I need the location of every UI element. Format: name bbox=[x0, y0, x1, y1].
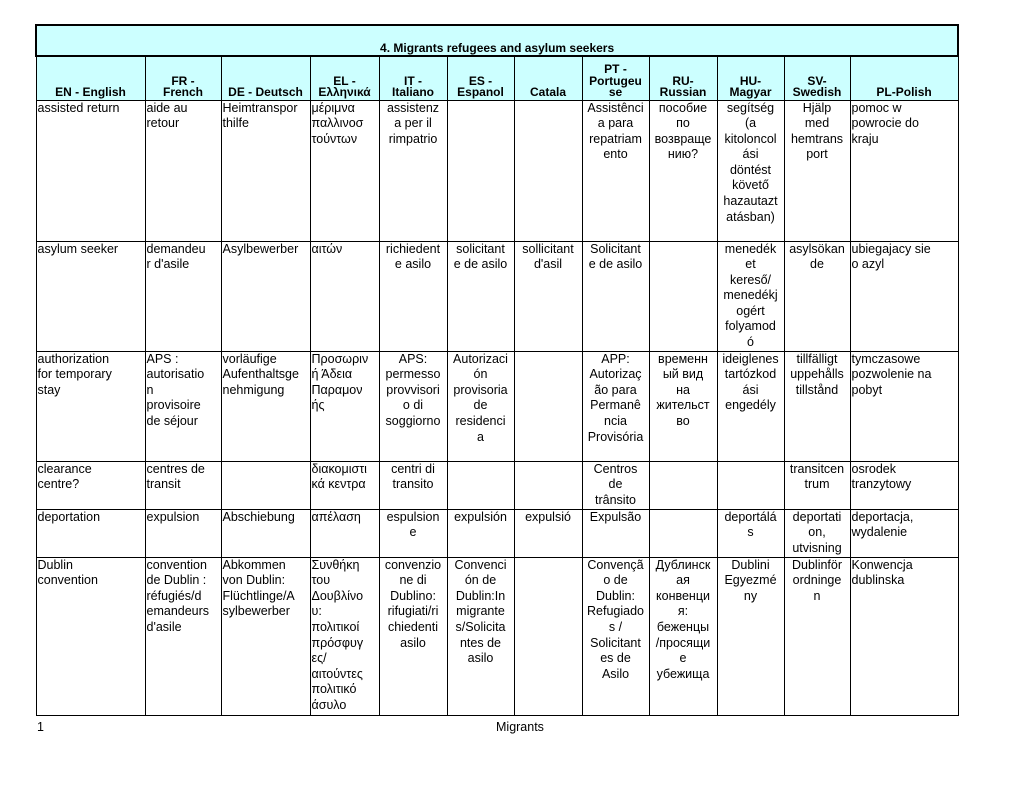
column-header: Catala bbox=[514, 56, 582, 100]
translation-cell: transitcen trum bbox=[784, 461, 850, 509]
translation-cell bbox=[649, 241, 717, 351]
translation-cell: Asylbewerber bbox=[221, 241, 310, 351]
term-cell: clearance centre? bbox=[36, 461, 145, 509]
translation-cell: Konwencja dublinska bbox=[850, 557, 958, 715]
term-cell: asylum seeker bbox=[36, 241, 145, 351]
translation-cell bbox=[514, 557, 582, 715]
column-header: SV- Swedish bbox=[784, 56, 850, 100]
translation-cell: assistenz a per il rimpatrio bbox=[379, 100, 447, 241]
translation-cell: Autorizaci ón provisoria de residenci a bbox=[447, 351, 514, 461]
translation-cell: ubiegajacy sie o azyl bbox=[850, 241, 958, 351]
translation-cell: Hjälp med hemtrans port bbox=[784, 100, 850, 241]
page-number: 1 bbox=[37, 720, 44, 734]
translation-cell: αιτών bbox=[310, 241, 379, 351]
table-row bbox=[36, 241, 958, 351]
translation-cell: Heimtranspor thilfe bbox=[221, 100, 310, 241]
translation-cell: APP: Autorizaç ão para Permanê ncia Provisória bbox=[582, 351, 649, 461]
column-header: DE - Deutsch bbox=[221, 56, 310, 100]
column-header: ES - Espanol bbox=[447, 56, 514, 100]
translation-cell bbox=[514, 461, 582, 509]
translation-cell: διακομιστι κά κεντρα bbox=[310, 461, 379, 509]
translation-cell bbox=[514, 100, 582, 241]
translation-cell bbox=[717, 461, 784, 509]
translation-cell: APS: permesso provvisori o di soggiorno bbox=[379, 351, 447, 461]
translation-cell bbox=[649, 509, 717, 557]
translation-cell: Convençã o de Dublin: Refugiado s / Solicitant es de Asilo bbox=[582, 557, 649, 715]
translation-cell: espulsion e bbox=[379, 509, 447, 557]
table-row bbox=[36, 100, 958, 241]
translation-cell: Convenci ón de Dublin:In migrante s/Solicita ntes de asilo bbox=[447, 557, 514, 715]
column-header: PL-Polish bbox=[850, 56, 958, 100]
translation-cell: solicitant e de asilo bbox=[447, 241, 514, 351]
sheet-title: 4. Migrants refugees and asylum seekers bbox=[36, 25, 958, 56]
translation-cell: μέριμνα παλλινοσ τούντων bbox=[310, 100, 379, 241]
translation-cell: Assistênci a para repatriam ento bbox=[582, 100, 649, 241]
translation-cell bbox=[514, 351, 582, 461]
translation-cell: deportacja, wydalenie bbox=[850, 509, 958, 557]
translation-cell: Συνθήκη του Δουβλίνο υ: πολιτικοί πρόσφυγ ες/ αιτούντες πολιτικό άσυλο bbox=[310, 557, 379, 715]
translation-cell: sollicitant d'asil bbox=[514, 241, 582, 351]
translation-cell: aide au retour bbox=[145, 100, 221, 241]
translation-cell: centres de transit bbox=[145, 461, 221, 509]
translation-cell: tillfälligt uppehålls tillstånd bbox=[784, 351, 850, 461]
translation-cell: expulsion bbox=[145, 509, 221, 557]
translation-cell: Expulsão bbox=[582, 509, 649, 557]
translation-cell: vorläufige Aufenthaltsge nehmigung bbox=[221, 351, 310, 461]
translation-cell: ideiglenes tartózkod ási engedély bbox=[717, 351, 784, 461]
translation-cell: APS : autorisatio n provisoire de séjour bbox=[145, 351, 221, 461]
translation-cell: expulsió bbox=[514, 509, 582, 557]
table-row bbox=[36, 461, 958, 509]
translation-cell: demandeu r d'asile bbox=[145, 241, 221, 351]
translation-cell: Solicitant e de asilo bbox=[582, 241, 649, 351]
translation-cell: menedék et kereső/ menedékj ogért folyamod ó bbox=[717, 241, 784, 351]
term-cell: assisted return bbox=[36, 100, 145, 241]
translation-cell: Abkommen von Dublin: Flüchtlinge/A sylbewerber bbox=[221, 557, 310, 715]
column-header: EN - English bbox=[36, 56, 145, 100]
header-row bbox=[36, 56, 958, 100]
term-cell: deportation bbox=[36, 509, 145, 557]
column-header: FR - French bbox=[145, 56, 221, 100]
column-header: RU- Russian bbox=[649, 56, 717, 100]
translation-cell: segítség (a kitoloncol ási döntést követő hazautazt atásban) bbox=[717, 100, 784, 241]
column-header: IT - Italiano bbox=[379, 56, 447, 100]
translation-cell: пособие по возвраще нию? bbox=[649, 100, 717, 241]
column-header: PT - Portugeu se bbox=[582, 56, 649, 100]
term-cell: Dublin convention bbox=[36, 557, 145, 715]
translation-cell: απέλαση bbox=[310, 509, 379, 557]
translation-cell bbox=[447, 461, 514, 509]
translation-cell: expulsión bbox=[447, 509, 514, 557]
translation-cell: временн ый вид на жительст во bbox=[649, 351, 717, 461]
translation-cell: deportati on, utvisning bbox=[784, 509, 850, 557]
glossary-table bbox=[35, 24, 959, 716]
translation-cell: asylsökan de bbox=[784, 241, 850, 351]
translation-cell: pomoc w powrocie do kraju bbox=[850, 100, 958, 241]
translation-cell: Προσωριν ή Άδεια Παραμον ής bbox=[310, 351, 379, 461]
column-header: EL - Ελληνικά bbox=[310, 56, 379, 100]
translation-cell: Dublini Egyezmé ny bbox=[717, 557, 784, 715]
translation-cell: richiedent e asilo bbox=[379, 241, 447, 351]
translation-cell bbox=[649, 461, 717, 509]
translation-cell: deportálá s bbox=[717, 509, 784, 557]
table-row bbox=[36, 509, 958, 557]
column-header: HU- Magyar bbox=[717, 56, 784, 100]
translation-cell: centri di transito bbox=[379, 461, 447, 509]
footer-label: Migrants bbox=[496, 720, 544, 734]
term-cell: authorization for temporary stay bbox=[36, 351, 145, 461]
translation-cell: tymczasowe pozwolenie na pobyt bbox=[850, 351, 958, 461]
translation-cell: Centros de trânsito bbox=[582, 461, 649, 509]
table-row bbox=[36, 557, 958, 715]
translation-cell: Дублинск ая конвенци я: беженцы /просящи е убежища bbox=[649, 557, 717, 715]
translation-cell: Dublinför ordninge n bbox=[784, 557, 850, 715]
table-row bbox=[36, 351, 958, 461]
translation-cell bbox=[447, 100, 514, 241]
translation-cell: convenzio ne di Dublino: rifugiati/ri chiedenti asilo bbox=[379, 557, 447, 715]
translation-cell bbox=[221, 461, 310, 509]
translation-cell: Abschiebung bbox=[221, 509, 310, 557]
table-body bbox=[36, 100, 958, 715]
translation-cell: osrodek tranzytowy bbox=[850, 461, 958, 509]
translation-cell: convention de Dublin : réfugiés/d emandeurs d'asile bbox=[145, 557, 221, 715]
